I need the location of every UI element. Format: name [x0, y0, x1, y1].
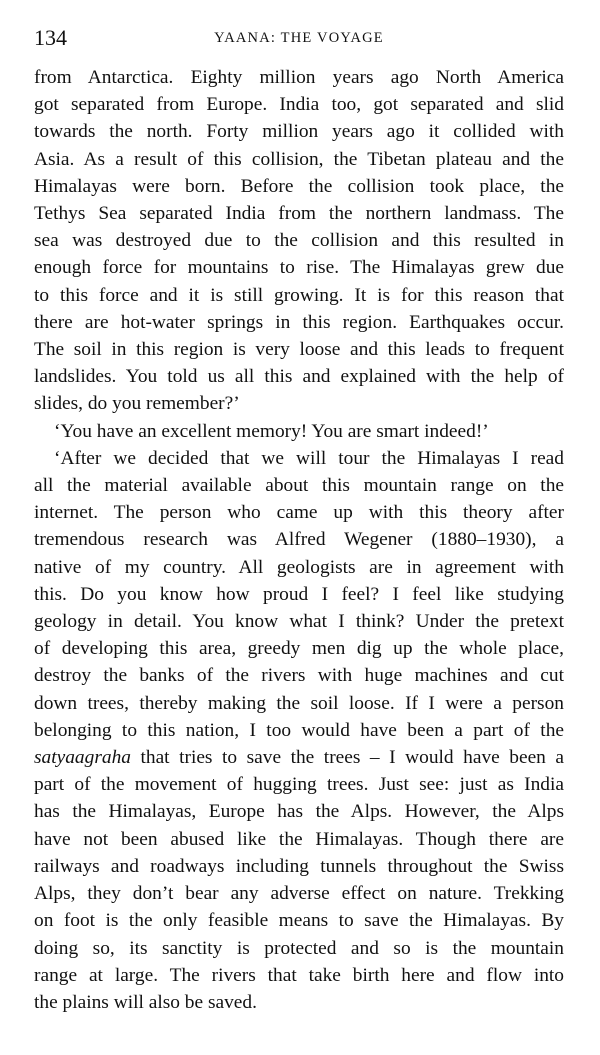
text-line: of developing this area, greedy men dig up the whole place,	[34, 638, 564, 660]
running-head: YAANA: THE VOYAGE	[214, 30, 384, 46]
text-line: internet. The person who came up with this theory after	[34, 502, 564, 524]
text-line: doing so, its sanctity is protected and so is the mountain	[34, 937, 564, 959]
text-line: Himalayas were born. Before the collision took place, the	[34, 175, 564, 197]
text-line: Alps, they don’t bear any adverse effect on nature. Trekking	[34, 883, 564, 905]
text-line: ‘You have an excellent memory! You are smart indeed!’	[54, 420, 489, 442]
page-header	[34, 24, 564, 52]
text-line: The soil in this region is very loose and this leads to frequent	[34, 339, 564, 361]
text-line: down trees, thereby making the soil loose. If I were a person	[34, 692, 564, 714]
text-line: destroy the banks of the rivers with huge machines and cut	[34, 665, 564, 687]
text-line: range at large. The rivers that take birth here and flow into	[34, 964, 564, 986]
italic-text-line	[34, 744, 564, 771]
page-number: 134	[34, 25, 67, 50]
text-line: tremendous research was Alfred Wegener (1880–1930), a	[34, 529, 564, 551]
text-line: has the Himalayas, Europe has the Alps. However, the Alps	[34, 801, 564, 823]
text-line: ‘After we decided that we will tour the Himalayas I read	[54, 447, 564, 469]
text-line: got separated from Europe. India too, got separated and slid	[34, 94, 564, 116]
text-line: slides, do you remember?’	[34, 393, 240, 415]
text-line: on foot is the only feasible means to save the Himalayas. By	[34, 910, 564, 932]
body-text	[34, 64, 564, 1016]
text-line: towards the north. Forty million years ago it collided with	[34, 121, 564, 143]
text-line: all the material available about this mountain range on the	[34, 475, 564, 497]
paragraph-2	[34, 418, 564, 445]
text-line: have not been abused like the Himalayas. Though there are	[34, 828, 564, 850]
italic-line-rest: that tries to save the trees – I would have been a	[130, 747, 564, 769]
text-line: this. Do you know how proud I feel? I feel like studying	[34, 583, 564, 605]
text-line: landslides. You told us all this and explained with the help of	[34, 366, 564, 388]
text-line: geology in detail. You know what I think? Under the pretext	[34, 611, 564, 633]
text-line: part of the movement of hugging trees. Just see: just as India	[34, 774, 564, 796]
paragraph-1	[34, 64, 564, 418]
text-line: native of my country. All geologists are in agreement with	[34, 556, 564, 578]
text-line: the plains will also be saved.	[34, 991, 257, 1013]
text-line: railways and roadways including tunnels throughout the Swiss	[34, 855, 564, 877]
text-line: there are hot-water springs in this region. Earthquakes occur.	[34, 311, 564, 333]
text-line: from Antarctica. Eighty million years ago North America	[34, 67, 564, 88]
text-line: to this force and it is still growing. It is for this reason that	[34, 284, 564, 306]
text-line: Tethys Sea separated India from the northern landmass. The	[34, 203, 564, 225]
text-line: Asia. As a result of this collision, the Tibetan plateau and the	[34, 148, 564, 170]
text-line: sea was destroyed due to the collision and this resulted in	[34, 230, 564, 252]
italic-term: satyaagraha	[34, 747, 131, 769]
text-line: belonging to this nation, I too would have been a part of the	[34, 719, 564, 741]
text-line: enough force for mountains to rise. The Himalayas grew due	[34, 257, 564, 279]
paragraph-3	[34, 445, 564, 1016]
